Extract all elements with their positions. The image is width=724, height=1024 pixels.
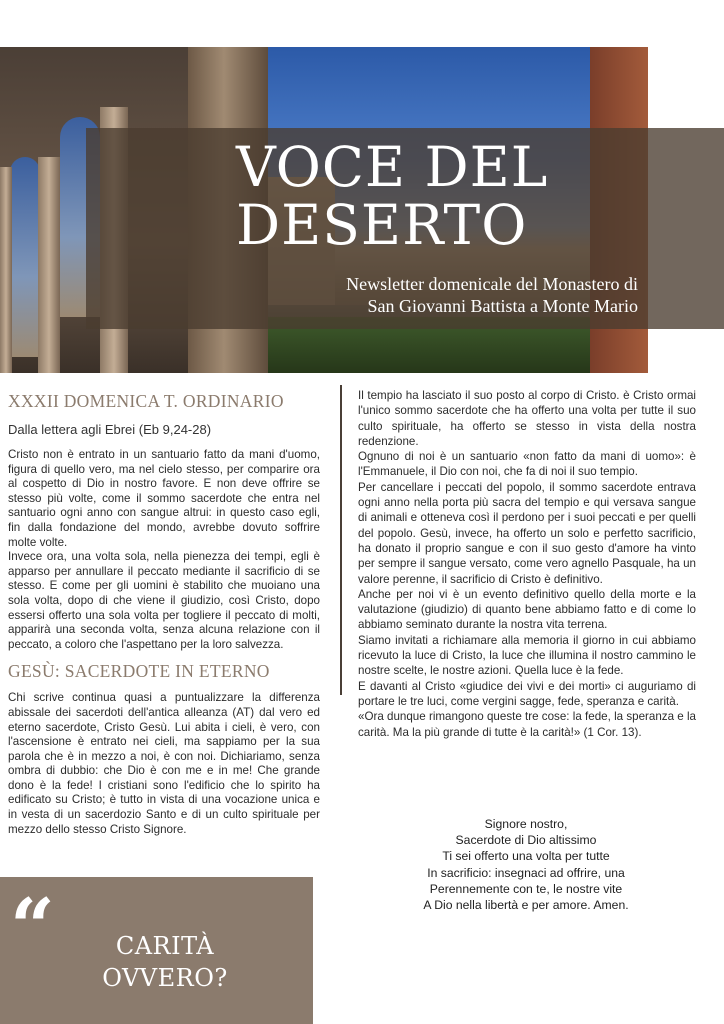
photo-pillar [38, 157, 60, 373]
reading-reference: Dalla lettera agli Ebrei (Eb 9,24-28) [8, 422, 212, 437]
title-line: DESERTO [236, 193, 528, 257]
column-divider [340, 385, 342, 695]
subtitle-line: Newsletter domenicale del Monastero di [346, 274, 638, 294]
paragraph: Chi scrive continua quasi a puntualizzare la differenza abissale dei sacerdoti dell'antica alleanza (AT) dal vero ed eterno sacerdote, Cristo Gesù. Lui abita i cieli, è vero, con l'ascensione è entrato nei cieli, ma sappiamo per la sua parola che è in mezzo a noi, è con noi. Dichiariamo, senza ombra di dubbio: che Dio è con me e in me! Che grande dono è la fede! I cristiani sono l'edificio che lo spirito ha edificato su Cristo; è tutto in vista di una vocazione unica e in vesta di un sacerdozio Santo e di un culto spirituale per mezzo dello stesso Cristo Signore. [8, 691, 320, 836]
paragraph: «Ora dunque rimangono queste tre cose: la fede, la speranza e la carità. Ma la più grande di tutte è la carità!» (1 Cor. 13). [358, 710, 696, 739]
left-column [8, 391, 320, 837]
quote-title [70, 930, 260, 994]
prayer-line: A Dio nella libertà e per amore. Amen. [423, 898, 629, 913]
quote-title-line: CARITÀ [115, 932, 215, 960]
prayer-line: Ti sei offerto una volta per tutte [442, 849, 610, 864]
paragraph: E davanti al Cristo «giudice dei vivi e dei morti» ci auguriamo di portare le tre luci, come vergini sagge, fede, speranza e carità. [358, 679, 696, 708]
prayer-line: Perennemente con te, le nostre vite [429, 881, 623, 896]
paragraph: Invece ora, una volta sola, nella pienezza dei tempi, egli è apparso per annullare il peccato mediante il sacrificio di se stesso. E come per gli uomini è stabilito che muoiano una sola volta, dopo di che viene il giudizio, così Cristo, dopo essersi offerto una sola volta per togliere il peccato di molti, apparirà una seconda volta, senza alcuna relazione con il peccato, a coloro che l'aspettano per la loro salvezza. [8, 550, 320, 651]
paragraph: Il tempio ha lasciato il suo posto al corpo di Cristo. è Cristo ormai l'unico sommo sacerdote che ha offerto una volta per tutte il suo culto spirituale, ha offerto se stesso in vista della nostra redenzione. [358, 389, 696, 448]
section-heading: GESÙ: SACERDOTE IN ETERNO [8, 661, 270, 682]
paragraph: Anche per noi vi è un evento definitivo quello della morte e la valutazione (giudizio) di quanto bene abbiamo fatto e di come lo abbiamo seminato durante la nostra vita terrena. [358, 587, 696, 632]
prayer-line: Signore nostro, [484, 817, 568, 831]
newsletter-title [236, 135, 696, 257]
title-line: VOCE DEL [236, 135, 549, 199]
paragraph: Siamo invitati a richiamare alla memoria il giorno in cui abbiamo ricevuto la luce di Cristo, la luce che illumina il nostro cammino le nostre scelte, le nostre azioni. Quella luce è la fede. [358, 633, 696, 678]
paragraph: Ognuno di noi è un santuario «non fatto da mani di uomo»: è l'Emmanuele, il Dio con noi, che fa di noi il suo tempio. [358, 450, 696, 479]
photo-arch [10, 157, 40, 357]
right-column [358, 388, 696, 740]
prayer-line: In sacrificio: insegnaci ad offrire, una [427, 865, 625, 880]
newsletter-subtitle [276, 273, 638, 317]
paragraph: Per cancellare i peccati del popolo, il sommo sacerdote entrava ogni anno nella porta più sacra del tempio e qui versava sangue di animali e otteneva così il perdono per i suoi peccati e per quelli del popolo. Gesù, invece, ha offerto un solo e perfetto sacrificio, ha donato il proprio sangue e con il suo gesto d'amore ha vinto per sempre il sangue versato, come vero agnello Pasquale, ha un valore perenne, il sacrificio di Cristo è definitivo. [358, 480, 696, 586]
prayer-line: Sacerdote di Dio altissimo [455, 833, 597, 848]
paragraph: Cristo non è entrato in un santuario fatto da mani d'uomo, figura di quello vero, ma nel cielo stesso, per comparire ora al cospetto di Dio in nostro favore. E non deve offrire se stesso più volte, come il sommo sacerdote che entra nel santuario ogni anno con sangue altrui: in questo caso egli, fin dalla fondazione del mondo, avrebbe dovuto soffrire molte volte. [8, 448, 320, 549]
photo-pillar [0, 167, 12, 373]
quote-mark-icon: “ [10, 882, 55, 973]
subtitle-line: San Giovanni Battista a Monte Mario [367, 296, 638, 316]
prayer [380, 816, 672, 913]
section-heading: XXXII DOMENICA T. ORDINARIO [8, 391, 284, 411]
quote-title-line: OVVERO? [102, 964, 228, 992]
